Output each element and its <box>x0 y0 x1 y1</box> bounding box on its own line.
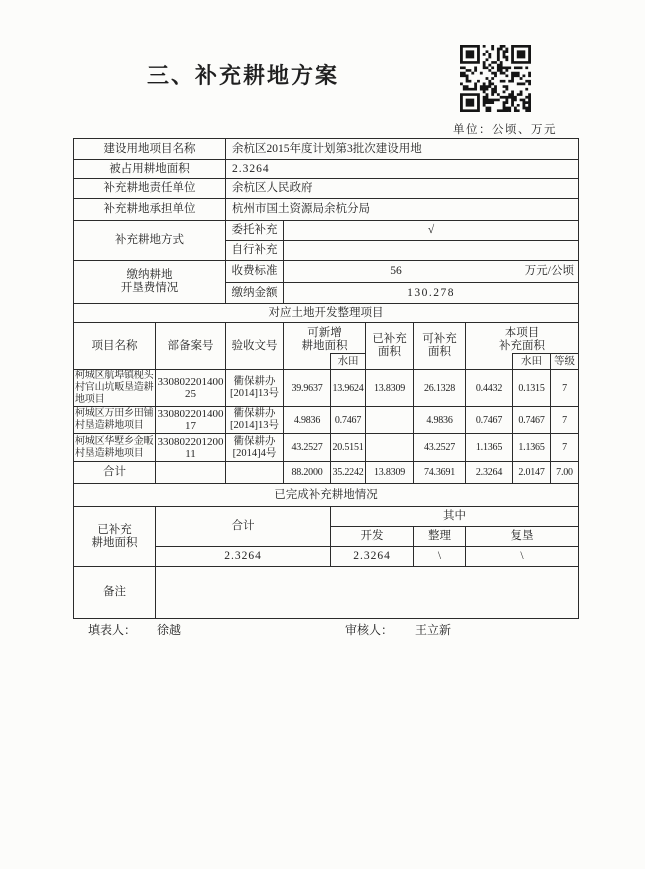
header-completed-total: 合计 <box>156 507 331 547</box>
cell-available: 26.1328 <box>414 370 466 407</box>
label-fee-line2: 开垦费情况 <box>120 282 179 294</box>
label-occupied-area: 被占用耕地面积 <box>74 160 226 179</box>
label-method-self: 自行补充 <box>226 241 284 261</box>
header-new-area-blank <box>284 354 331 370</box>
value-fee-standard: 56 <box>390 265 402 277</box>
header-development: 开发 <box>331 527 414 547</box>
cell-project-name: 柯城区航埠镇枧头村官山坑畈垦造耕地项目 <box>74 370 156 407</box>
value-method-self <box>284 241 579 261</box>
cell-new-area: 43.2527 <box>284 434 331 462</box>
value-project-name: 余杭区2015年度计划第3批次建设用地 <box>226 139 579 160</box>
qr-code-icon <box>460 45 531 112</box>
cell-available: 43.2527 <box>414 434 466 462</box>
cell-acceptance-doc: 衢保耕办[2014]13号 <box>226 370 284 407</box>
label-method-entrusted: 委托补充 <box>226 221 284 241</box>
header-available <box>414 323 466 370</box>
cell-total-available: 74.3691 <box>414 462 466 484</box>
value-responsible-unit: 余杭区人民政府 <box>226 179 579 199</box>
cell-total-acceptance-doc <box>226 462 284 484</box>
value-consolidation: \ <box>414 547 466 567</box>
cell-total-label: 合计 <box>74 462 156 484</box>
cell-record-no: 33080220140017 <box>157 408 224 432</box>
row-remarks <box>74 567 579 619</box>
fee-standard-wrap <box>286 265 576 278</box>
cell-new-area-paddy: 0.7467 <box>331 407 366 434</box>
header-acceptance-doc: 验收文号 <box>226 323 284 370</box>
cell-grade: 7 <box>551 370 579 407</box>
header-this-project-paddy: 水田 <box>513 354 551 370</box>
label-fee-standard: 收费标准 <box>226 261 284 283</box>
header-new-area-line1: 可新增 <box>307 327 342 339</box>
header-supplemented-line1: 已补充 <box>372 333 407 345</box>
table-row <box>74 370 579 407</box>
row-undertaking-unit <box>74 199 579 221</box>
header-available-line2: 面积 <box>428 346 451 358</box>
cell-total-this-paddy: 2.0147 <box>513 462 551 484</box>
header-project-name: 项目名称 <box>74 323 156 370</box>
projects-section-title: 对应土地开发整理项目 <box>74 304 579 323</box>
cell-new-area-paddy: 20.5151 <box>331 434 366 462</box>
label-method: 补充耕地方式 <box>74 221 226 261</box>
label-completed-area <box>74 507 156 567</box>
filler-name: 徐越 <box>157 623 182 637</box>
row-completed-header-1 <box>74 507 579 527</box>
label-fee <box>74 261 226 304</box>
reviewer-label: 审核人： <box>345 623 394 637</box>
value-occupied-area: 2.3264 <box>226 160 579 179</box>
value-development: 2.3264 <box>331 547 414 567</box>
value-fee-standard-cell <box>284 261 579 283</box>
row-method-entrusted <box>74 221 579 241</box>
label-completed-line2: 耕地面积 <box>91 536 138 549</box>
table-row-total <box>74 462 579 484</box>
cell-project-name: 柯城区万田乡田铺村垦造耕地项目 <box>74 407 156 434</box>
header-this-project <box>466 323 579 354</box>
cell-this-paddy: 0.7467 <box>513 407 551 434</box>
header-reclamation: 复垦 <box>466 527 579 547</box>
unit-fee-standard: 万元/公顷 <box>524 265 574 277</box>
label-fee-line1: 缴纳耕地 <box>126 269 173 281</box>
cell-total-grade: 7.00 <box>551 462 579 484</box>
table-row <box>74 434 579 462</box>
header-new-area-paddy: 水田 <box>331 354 366 370</box>
cell-this-area: 1.1365 <box>466 434 513 462</box>
cell-total-new-area-paddy: 35.2242 <box>331 462 366 484</box>
row-responsible-unit <box>74 179 579 199</box>
cell-grade: 7 <box>551 434 579 462</box>
reviewer-name: 王立新 <box>415 623 452 637</box>
cell-grade: 7 <box>551 407 579 434</box>
header-consolidation: 整理 <box>414 527 466 547</box>
label-remarks: 备注 <box>74 567 156 619</box>
filler-label: 填表人： <box>88 623 137 637</box>
cell-this-area: 0.4432 <box>466 370 513 407</box>
cell-supplemented: 13.8309 <box>366 370 414 407</box>
label-responsible-unit: 补充耕地责任单位 <box>74 179 226 199</box>
cell-record-no: 33080220140025 <box>156 370 226 407</box>
value-reclamation: \ <box>466 547 579 567</box>
cell-supplemented <box>366 407 414 434</box>
header-available-line1: 可补充 <box>422 333 457 345</box>
check-mark-method-entrusted: √ <box>284 221 579 241</box>
header-new-area <box>284 323 366 354</box>
completed-section-title: 已完成补充耕地情况 <box>74 484 579 507</box>
value-fee-amount: 130.278 <box>284 283 579 304</box>
cell-total-this-area: 2.3264 <box>466 462 513 484</box>
cell-this-paddy: 0.1315 <box>513 370 551 407</box>
label-project-name: 建设用地项目名称 <box>74 139 226 160</box>
header-this-project-blank <box>466 354 513 370</box>
row-fee-standard <box>74 261 579 283</box>
value-undertaking-unit: 杭州市国土资源局余杭分局 <box>226 199 579 221</box>
header-supplemented <box>366 323 414 370</box>
header-new-area-line2: 耕地面积 <box>301 340 348 352</box>
cell-new-area: 4.9836 <box>284 407 331 434</box>
cell-project-name: 柯城区华墅乡金畈村垦造耕地项目 <box>74 434 156 462</box>
row-projects-title <box>74 304 579 323</box>
cell-acceptance-doc: 衢保耕办[2014]4号 <box>226 434 284 462</box>
table-row <box>74 407 579 434</box>
cell-new-area-paddy: 13.9624 <box>331 370 366 407</box>
cell-total-new-area: 88.2000 <box>284 462 331 484</box>
land-supplement-form <box>73 138 579 619</box>
cell-this-area: 0.7467 <box>466 407 513 434</box>
header-record-no: 部备案号 <box>156 323 226 370</box>
label-completed-line1: 已补充 <box>97 523 132 536</box>
row-completed-title <box>74 484 579 507</box>
header-supplemented-line2: 面积 <box>378 346 401 358</box>
label-fee-amount: 缴纳金额 <box>226 283 284 304</box>
header-of-which: 其中 <box>331 507 579 527</box>
header-this-project-line1: 本项目 <box>504 327 540 339</box>
cell-this-paddy: 1.1365 <box>513 434 551 462</box>
cell-total-supplemented: 13.8309 <box>366 462 414 484</box>
cell-new-area: 39.9637 <box>284 370 331 407</box>
cell-acceptance-doc: 衢保耕办[2014]13号 <box>226 407 284 434</box>
cell-record-no: 33080220120011 <box>157 435 224 460</box>
row-project-name <box>74 139 579 160</box>
row-occupied-area <box>74 160 579 179</box>
cell-total-record-no <box>156 462 226 484</box>
header-this-project-line2: 补充面积 <box>499 340 545 352</box>
value-completed-total: 2.3264 <box>156 547 331 567</box>
cell-available: 4.9836 <box>414 407 466 434</box>
label-undertaking-unit: 补充耕地承担单位 <box>74 199 226 221</box>
value-remarks <box>156 567 579 619</box>
row-projects-header-1 <box>74 323 579 354</box>
unit-note: 单位：公顷、万元 <box>453 124 557 136</box>
header-this-project-grade: 等级 <box>551 354 579 370</box>
page-title: 三、补充耕地方案 <box>147 63 340 88</box>
cell-supplemented <box>366 434 414 462</box>
